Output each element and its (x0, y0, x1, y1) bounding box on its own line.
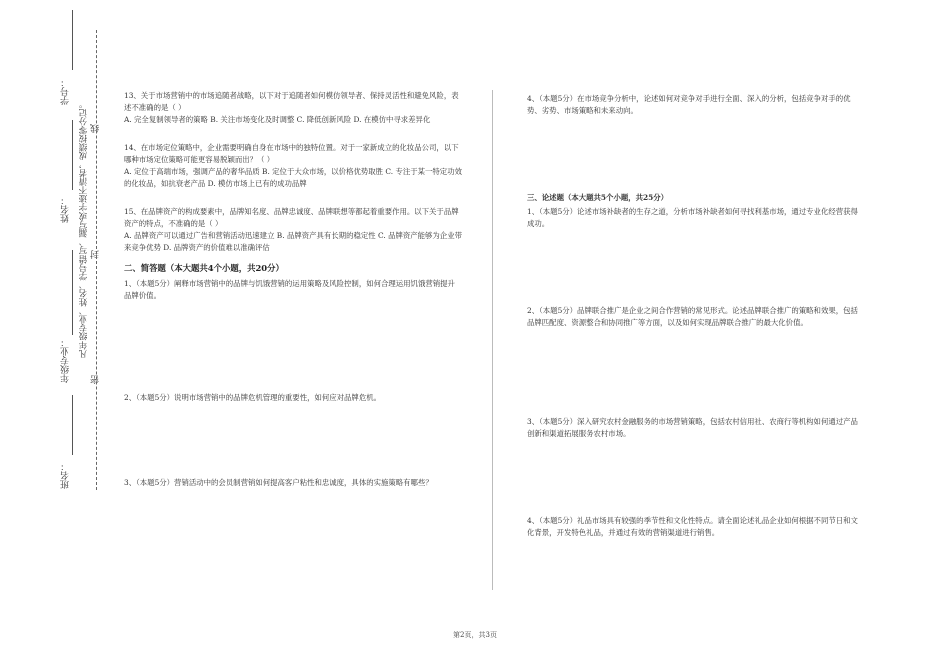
mark-xian: 线 (91, 124, 101, 133)
short-answer-3: 3、（本题5分）营销活动中的会员制营销如何提高客户粘性和忠诚度，具体的实施策略有哪些？ (124, 478, 433, 487)
page-number: 第2页，共3页 (453, 631, 497, 639)
mark-feng: 封 (91, 250, 101, 259)
cut-line (96, 30, 97, 490)
column-divider (492, 90, 493, 590)
short-answer-4: 4、（本题5分）在市场竞争分析中，论述如何对竞争对手进行全面、深入的分析，包括竞争对手的优势、劣势、市场策略和未来动向。 (527, 94, 851, 115)
essay-4: 4、（本题5分）礼品市场具有较强的季节性和文化性特点。请全面论述礼品企业如何根据不同节日和文化背景，开发特色礼品，并通过有效的营销渠道进行销售。 (527, 516, 858, 537)
essay-2: 2、（本题5分）品牌联合推广是企业之间合作营销的常见形式。论述品牌联合推广的策略和效果，包括品牌匹配度、资源整合和协同推广等方面，以及如何实现品牌联合推广的最大化价值。 (527, 306, 858, 327)
question-14 (124, 142, 462, 190)
question-14-stem: 14、在市场定位策略中，企业需要明确自身在市场中的独特位置。对于一家新成立的化妆品公司，以下哪种市场定位策略可能更容易脱颖而出？（ ） (124, 143, 459, 164)
section-3-heading: 三、论述题（本大题共5个小题，共25分） (527, 193, 669, 202)
rule-text: 凡年级专业、姓名、学号错写、漏写或字迹不清者，成绩按零分记。 (79, 100, 89, 358)
student-id-line (72, 10, 73, 70)
question-13-options: A. 完全复制领导者的策略 B. 关注市场变化及时调整 C. 降低创新风险 D. 在模仿中寻求差异化 (124, 115, 431, 124)
school-line (72, 395, 73, 455)
name-line (72, 120, 73, 190)
grade-major-line (72, 250, 73, 335)
essay-1: 1、（本题5分）论述市场补缺者的生存之道，分析市场补缺者如何寻找利基市场，通过专业化经营获得成功。 (527, 207, 858, 228)
question-15-options: A. 品牌资产可以通过广告和营销活动迅速建立 B. 品牌资产具有长期的稳定性 C. 品牌资产能够为企业带来竞争优势 D. 品牌资产的价值难以准确评估 (124, 231, 462, 252)
school-label: 班名： (61, 462, 71, 489)
question-13 (124, 90, 462, 126)
question-15 (124, 206, 462, 254)
question-14-options: A. 定位于高端市场，强调产品的奢华品质 B. 定位于大众市场，以价格优势取胜 C. 专注于某一特定功效的化妆品，如抗衰老产品 D. 模仿市场上已有的成功品牌 (124, 167, 462, 188)
question-13-stem: 13、关于市场营销中的市场追随者战略，以下对于追随者如何模仿领导者、保持灵活性和避免风险，表述不准确的是（ ） (124, 91, 459, 112)
essay-3: 3、（本题5分）深入研究农村金融服务的市场营销策略，包括农村信用社、农商行等机构如何通过产品创新和渠道拓展服务农村市场。 (527, 417, 858, 438)
left-column (124, 90, 462, 302)
grade-major-label: 年级专业： (61, 338, 71, 383)
student-id-label: 学号： (61, 78, 71, 105)
short-answer-1: 1、（本题5分）阐释市场营销中的品牌与饥饿营销的运用策略及风险控制，如何合理运用饥饿营销提升品牌价值。 (124, 279, 455, 300)
section-2-heading: 二、简答题（本大题共4个小题，共20分） (124, 263, 284, 273)
mark-mi: 密 (91, 375, 101, 384)
question-15-stem: 15、在品牌资产的构成要素中，品牌知名度、品牌忠诚度、品牌联想等都起着重要作用。以下关于品牌资产的特点，不准确的是（ ） (124, 207, 459, 228)
name-label: 姓名： (61, 196, 71, 223)
binding-margin (0, 0, 110, 672)
short-answer-2: 2、（本题5分）说明市场营销中的品牌危机管理的重要性，如何应对品牌危机。 (124, 393, 381, 402)
